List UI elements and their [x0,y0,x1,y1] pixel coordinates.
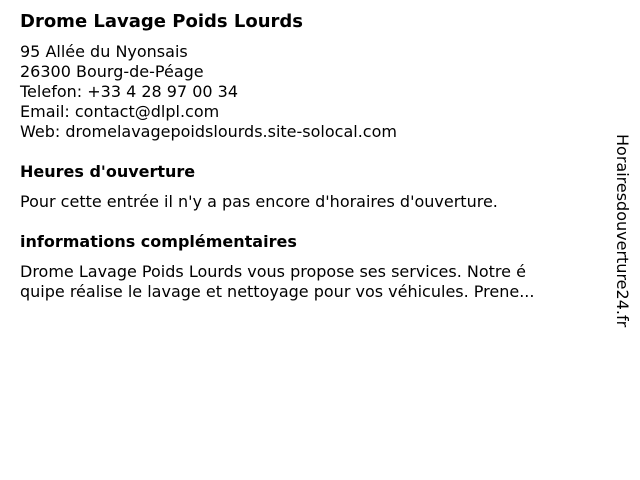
hours-text: Pour cette entrée il n'y a pas encore d'horaires d'ouverture. [20,192,498,211]
info-text-line-2: quipe réalise le lavage et nettoyage pour vos véhicules. Prene... [20,282,535,301]
web-line: Web: dromelavagepoidslourds.site-solocal.com [20,122,397,141]
info-heading: informations complémentaires [20,232,297,251]
hours-heading: Heures d'ouverture [20,162,196,181]
address-line-2: 26300 Bourg-de-Péage [20,62,204,81]
phone-line: Telefon: +33 4 28 97 00 34 [20,82,239,101]
email-line: Email: contact@dlpl.com [20,102,220,121]
brand-sidebar [612,134,636,374]
info-text-line-1: Drome Lavage Poids Lourds vous propose ses services. Notre é [20,262,526,281]
brand-watermark: Horairesdouverture24.fr [613,134,632,328]
business-card [20,10,600,302]
business-name: Drome Lavage Poids Lourds [20,11,303,32]
address-line-1: 95 Allée du Nyonsais [20,42,188,61]
